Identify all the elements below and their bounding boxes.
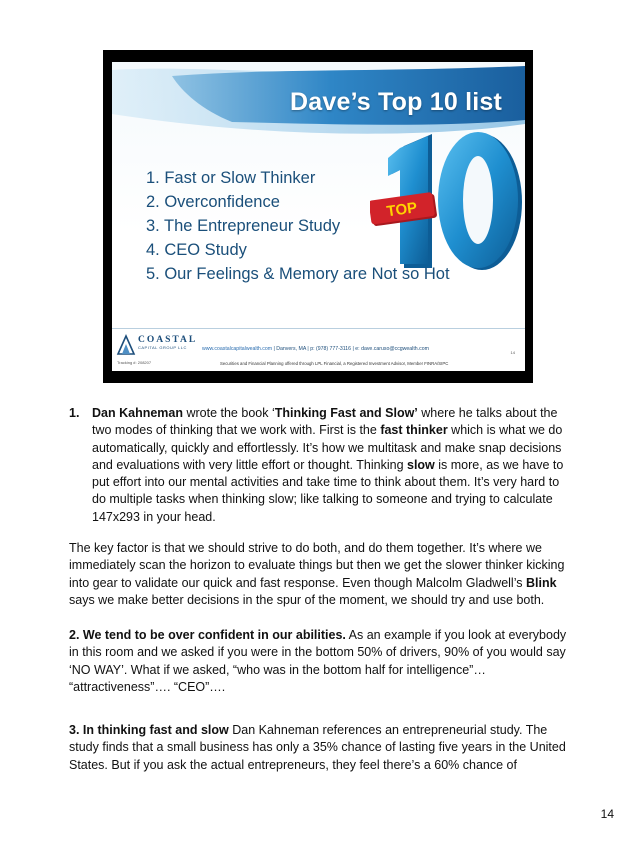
- tracking-number: Tracking #: 208207: [117, 360, 152, 365]
- number-zero-shape: [438, 132, 522, 270]
- text-span: As an example if you look at everybody in this room and we asked if you were in the bottom 50% of drivers, 90% of you would say ‘NO WAY’. What if we asked, “who was in the bottom half for intelligence”… “attractiveness”…. “CEO”….: [69, 628, 567, 694]
- text-span: where he talks about the two modes of thinking that we work with. First is the: [92, 406, 558, 438]
- slide-list-item: 5. Our Feelings & Memory are Not so Hot: [146, 265, 450, 283]
- slide-list: [146, 166, 450, 286]
- slide-image: [103, 50, 533, 383]
- slide-list-item: 3. The Entrepreneur Study: [146, 217, 341, 235]
- svg-text:TOP: TOP: [385, 199, 419, 221]
- item-number: 1.: [69, 406, 80, 420]
- disclaimer: Securities and Financial Planning offered through LPL Financial, a Registered Investment Advisor, Member FINRA/SIPC: [220, 361, 449, 366]
- item-3-book-title: thinking fast and slow: [97, 723, 229, 737]
- logo-mark-icon: [116, 334, 136, 356]
- item-3-number: 3. In: [69, 723, 98, 737]
- item-2: [69, 627, 569, 696]
- slide-list-item: 2. Overconfidence: [146, 193, 280, 211]
- slide-list-item: 4. CEO Study: [146, 241, 247, 259]
- text-span: The key factor is that we should strive to do both, and do them together. It’s where we immediately scan the horizon to evaluate things but then we get the slower thinker kicking into gear to validate our quick and fast response. Even though Malcolm Gladwell’s: [69, 541, 565, 590]
- footer-divider: [112, 328, 525, 329]
- text-span: wrote the book ‘: [183, 406, 275, 420]
- slide-list-item: 1. Fast or Slow Thinker: [146, 169, 316, 187]
- page-number: 14: [600, 807, 614, 821]
- slide: [112, 62, 525, 371]
- text-span: is more, as we have to put effort into our mental activities and take time to think about them. It’s very hard to do multiple tasks when thinking slow; like talking to someone and trying to calculate 147x293 in your head.: [92, 457, 564, 524]
- item-1: [69, 405, 569, 526]
- text-span: Dan Kahneman references an entrepreneurial study. The study finds that a small business has only a 35% chance of lasting five years in the United States. But if you ask the actual entrepreneurs, they feel there’s a 60% chance of: [69, 723, 566, 772]
- fast-thinker-term: fast thinker: [380, 423, 448, 438]
- logo-subtitle: CAPITAL GROUP LLC: [138, 345, 187, 350]
- website-link[interactable]: www.coastalcapitalwealth.com: [202, 346, 273, 352]
- slow-term: slow: [407, 457, 435, 472]
- logo-name: COASTAL: [138, 335, 198, 345]
- contact-line: [202, 346, 429, 352]
- text-span: says we make better decisions in the spur of the moment, we should try and use both.: [69, 592, 545, 607]
- text-span: which is what we do automatically, quickly and effortlessly. It’s how we multitask and make snap decisions and evaluations with very little effort or thought. Thinking: [92, 423, 563, 472]
- item-2-heading: 2. We tend to be over confident in our abilities.: [69, 628, 346, 642]
- contact-details: | Danvers, MA | p: (978) 777-3116 | e: dave.caruso@ccgwealth.com: [272, 346, 429, 352]
- item-3: [69, 722, 569, 774]
- book-title: Thinking Fast and Slow’: [274, 406, 418, 420]
- blink-term: Blink: [525, 575, 557, 590]
- slide-title: Dave’s Top 10 list: [290, 88, 503, 116]
- author-name: Dan Kahneman: [92, 406, 183, 420]
- slide-number: 14: [510, 350, 515, 355]
- key-factor-paragraph: [69, 540, 569, 609]
- item-1-text: [69, 405, 569, 526]
- coastal-logo: [116, 334, 196, 368]
